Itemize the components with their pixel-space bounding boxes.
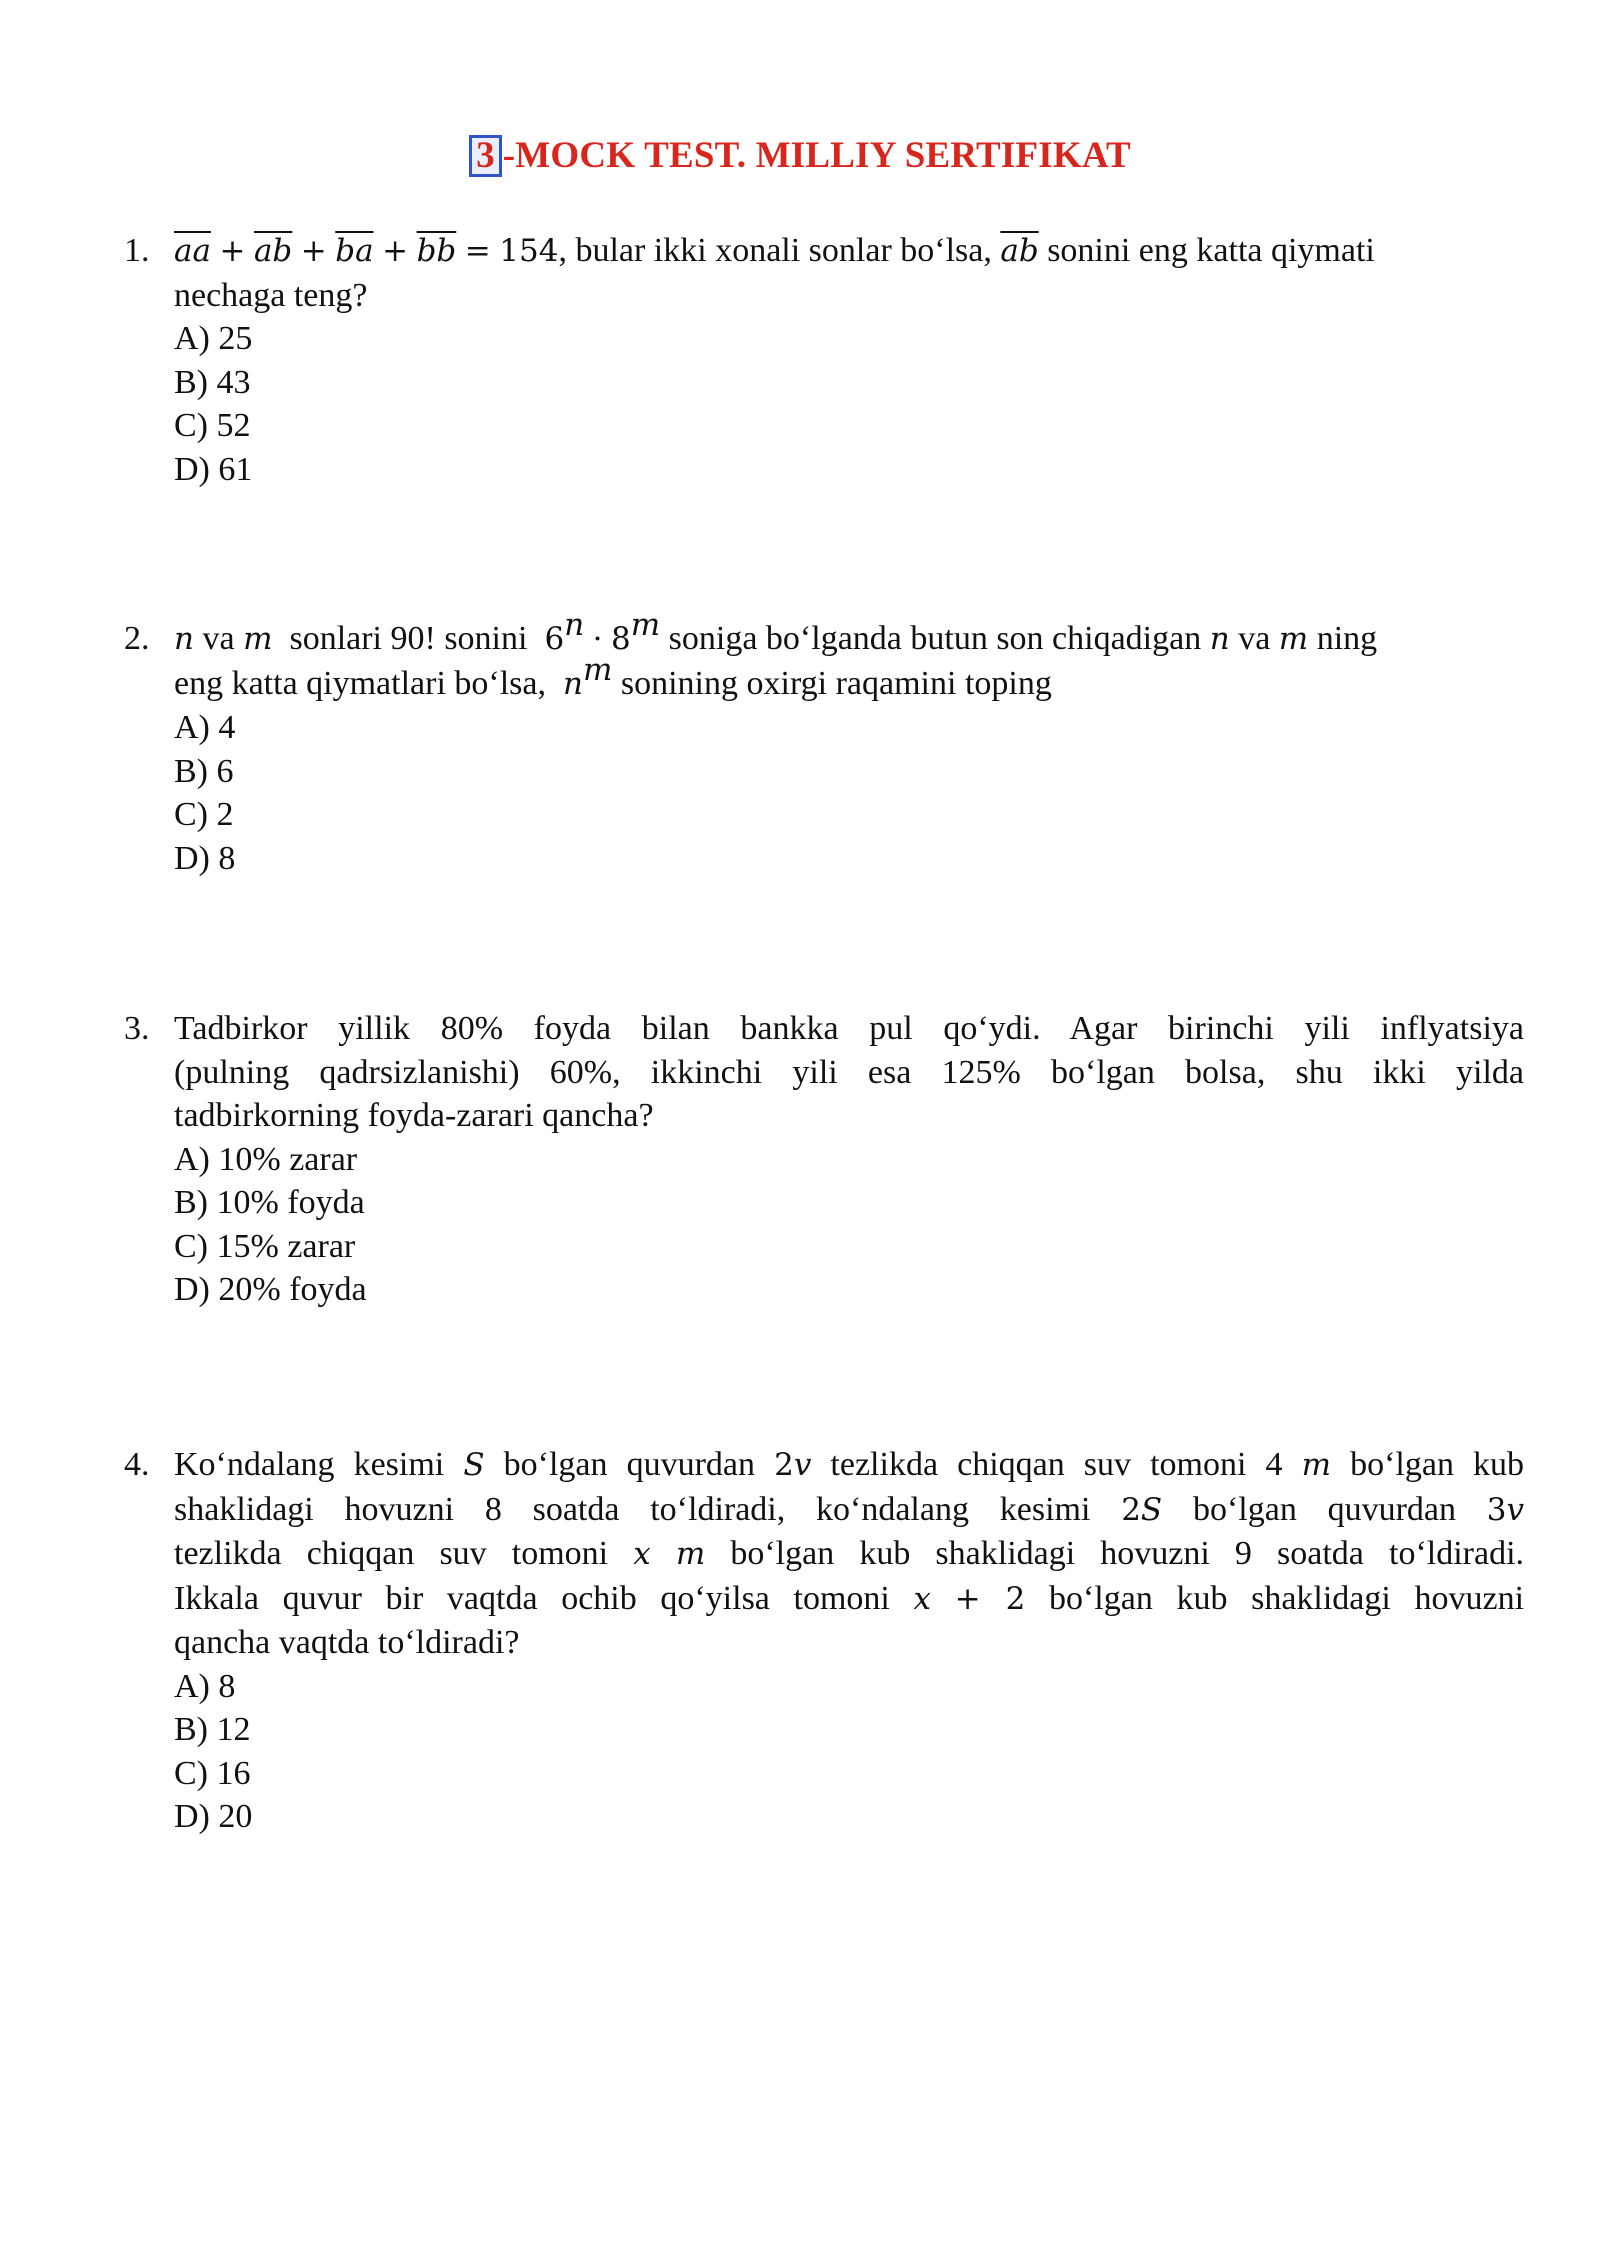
question-4: [124, 1443, 1524, 1839]
option-a[interactable]: A) 8: [174, 1667, 236, 1705]
question-number: 3.: [124, 1010, 150, 1047]
option-c[interactable]: C) 52: [174, 407, 251, 444]
math-term: $\overline{ba}$: [335, 233, 374, 269]
question-text: $\overline{aa} + \overline{ab} + \overline{ba} + \overline{bb} = 154$, bular ikki xonali sonlar bo‘lsa, $\overline{ab}$ sonini eng katta qiymati nechaga teng?: [174, 232, 1375, 314]
title-number-highlight: 3: [469, 135, 502, 177]
option-a[interactable]: A) 4: [174, 709, 236, 746]
option-a[interactable]: A) 10% zarar: [174, 1140, 358, 1178]
option-d[interactable]: D) 61: [174, 450, 253, 488]
question-number: 4.: [124, 1446, 150, 1483]
answer-options: [174, 706, 1524, 880]
option-c[interactable]: C) 15% zarar: [174, 1227, 356, 1265]
math-term: $\overline{ab}$: [253, 233, 293, 269]
question-text: Tadbirkor yillik 80% foyda bilan bankka pul qo‘ydi. Agar birinchi yili inflyatsiya (pulning qadrsizlanishi) 60%, ikkinchi yili esa 125% bo‘lgan bolsa, shu ikki yilda tadbirkorning foyda-zarari qancha?: [174, 1010, 1524, 1134]
option-d[interactable]: D) 20: [174, 1798, 253, 1835]
option-b[interactable]: B) 12: [174, 1711, 251, 1748]
option-a[interactable]: A) 25: [174, 320, 253, 357]
option-b[interactable]: B) 6: [174, 752, 234, 790]
math-term: $\overline{aa}$: [174, 233, 211, 269]
answer-options: [174, 1665, 1524, 1839]
math-term: $\overline{ab}$: [1000, 233, 1039, 269]
question-text: n va m sonlari 90! sonini 6$^n$ · 8$^m$ soniga bo‘lganda butun son chiqadigan n va m ning eng katta qiymatlari bo‘lsa, $n^m$ sonining oxirgi raqamini toping: [174, 607, 1378, 702]
question-3: [124, 1007, 1524, 1312]
title-text: -MOCK TEST. MILLIY SERTIFIKAT: [502, 135, 1131, 176]
option-d[interactable]: D) 20% foyda: [174, 1271, 367, 1308]
question-1: [124, 229, 1524, 491]
option-c[interactable]: C) 16: [174, 1754, 251, 1792]
option-b[interactable]: B) 43: [174, 363, 251, 401]
question-number: 1.: [124, 232, 150, 269]
answer-options: [174, 317, 1524, 491]
option-b[interactable]: B) 10% foyda: [174, 1184, 365, 1221]
question-text: Ko‘ndalang kesimi S bo‘lgan quvurdan 2v tezlikda chiqqan suv tomoni 4 m bo‘lgan kub shaklidagi hovuzni 8 soatda to‘ldiradi, ko‘ndalang kesimi 2S bo‘lgan quvurdan 3v tezlikda chiqqan suv tomoni x m bo‘lgan kub shaklidagi hovuzni 9 soatda to‘ldiradi. Ikkala quvur bir vaqtda ochib qo‘yilsa tomoni x + 2 bo‘lgan kub shaklidagi hovuzni qancha vaqtda to‘ldiradi?: [174, 1446, 1525, 1661]
answer-options: [174, 1138, 1524, 1312]
page-title: [0, 134, 1600, 177]
math-term: $\overline{bb}$: [416, 233, 457, 269]
option-d[interactable]: D) 8: [174, 839, 236, 877]
option-c[interactable]: C) 2: [174, 796, 234, 833]
question-2: [124, 607, 1524, 880]
question-number: 2.: [124, 620, 150, 657]
